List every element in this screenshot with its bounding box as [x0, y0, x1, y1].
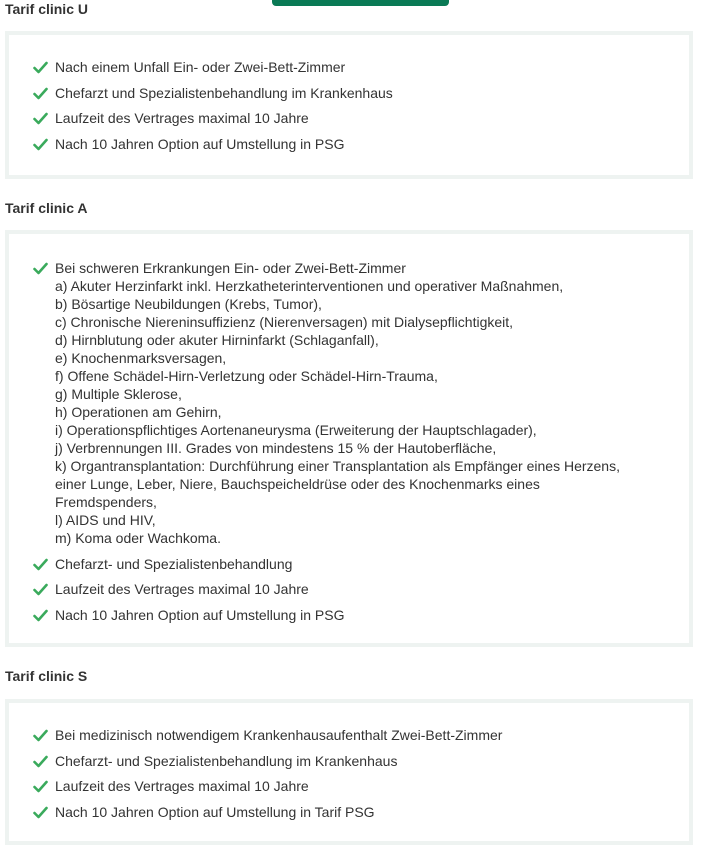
list-item: Laufzeit des Vertrages maximal 10 Jahre [33, 109, 665, 127]
feature-box-clinic-s [5, 699, 693, 845]
check-icon [33, 806, 48, 819]
check-icon [33, 112, 48, 125]
section-title-clinic-u: Tarif clinic U [5, 1, 88, 17]
check-icon [33, 729, 48, 742]
check-icon [33, 558, 48, 571]
list-item: Nach 10 Jahren Option auf Umstellung in PSG [33, 606, 665, 624]
list-item: Chefarzt- und Spezialistenbehandlung [33, 555, 665, 573]
list-item: Laufzeit des Vertrages maximal 10 Jahre [33, 777, 665, 795]
check-icon [33, 780, 48, 793]
list-item: Nach 10 Jahren Option auf Umstellung in PSG [33, 135, 665, 153]
list-item: Bei medizinisch notwendigem Krankenhausaufenthalt Zwei-Bett-Zimmer [33, 726, 665, 744]
list-item: Chefarzt- und Spezialistenbehandlung im Krankenhaus [33, 752, 665, 770]
check-icon [33, 609, 48, 622]
check-icon [33, 87, 48, 100]
section-title-clinic-s: Tarif clinic S [5, 668, 88, 684]
check-icon [33, 583, 48, 596]
check-icon [33, 61, 48, 74]
check-icon [33, 755, 48, 768]
list-item: Laufzeit des Vertrages maximal 10 Jahre [33, 580, 665, 598]
top-accent-bar [272, 0, 449, 6]
illness-sublist: a) Akuter Herzinfarkt inkl. Herzkatheterinterventionen und operativer Maßnahmen, b) Bösartige Neubildungen (Krebs, Tumor), c) Chronische Niereninsuffizienz (Nierenversagen) mit Dialysepflichtigkeit, d) Hirnblutung oder akuter Hirninfarkt (Schlaganfall), e) Knochenmarksversagen, f) Offene Schädel-Hirn-Verletzung oder Schädel-Hirn-Trauma, g) Multiple Sklerose, h) Operationen am Gehirn, i) Operationspflichtiges Aortenaneurysma (Erweiterung der Hauptschlagader), j) Verbrennungen III. Grades von mindestens 15 % der Hautoberfläche, k) Organtransplantation: Durchführung einer Transplantation als Empfänger eines Herzens, einer Lunge, Leber, Niere, Bauchspeicheldrüse oder des Knochenmarks eines Fremdspenders, l) AIDS und HIV, m) Koma oder Wachkoma. [55, 278, 620, 546]
list-item: Bei schweren Erkrankungen Ein- oder Zwei-Bett-Zimmer a) Akuter Herzinfarkt inkl. Herzkatheterinterventionen und operativer Maßnahmen, b) Bösartige Neubildungen (Krebs, Tumor), c) Chronische Niereninsuffizienz (Nierenversagen) mit Dialysepflichtigkeit, d) Hirnblutung oder akuter Hirninfarkt (Schlaganfall), e) Knochenmarksversagen, f) Offene Schädel-Hirn-Verletzung oder Schädel-Hirn-Trauma, g) Multiple Sklerose, h) Operationen am Gehirn, i) Operationspflichtiges Aortenaneurysma (Erweiterung der Hauptschlagader), j) Verbrennungen III. Grades von mindestens 15 % der Hautoberfläche, k) Organtransplantation: Durchführung einer Transplantation als Empfänger eines Herzens, einer Lunge, Leber, Niere, Bauchspeicheldrüse oder des Knochenmarks eines Fremdspenders, l) AIDS und HIV, m) Koma oder Wachkoma. [33, 259, 665, 547]
check-icon [33, 138, 48, 151]
section-title-clinic-a: Tarif clinic A [5, 200, 88, 216]
list-item: Nach 10 Jahren Option auf Umstellung in Tarif PSG [33, 803, 665, 821]
list-item: Nach einem Unfall Ein- oder Zwei-Bett-Zimmer [33, 58, 665, 76]
list-item: Chefarzt und Spezialistenbehandlung im Krankenhaus [33, 84, 665, 102]
check-icon [33, 262, 48, 275]
feature-box-clinic-u [5, 31, 693, 179]
feature-box-clinic-a [5, 230, 693, 647]
